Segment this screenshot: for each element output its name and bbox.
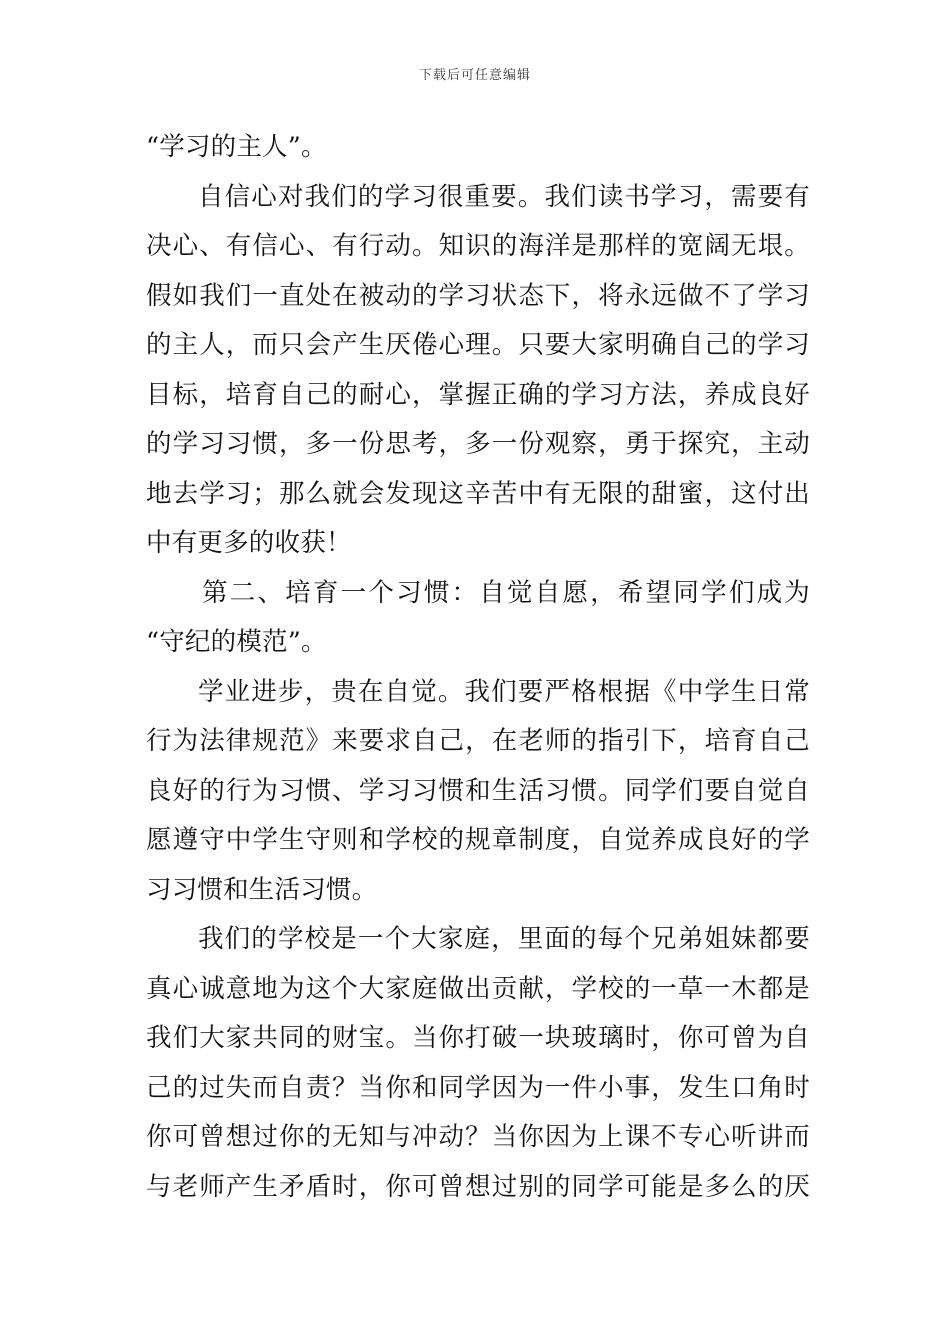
text-line: 愿遵守中学生守则和学校的规章制度，自觉养成良好的学	[146, 825, 810, 855]
text-line: 我们大家共同的财宝。当你打破一块玻璃时，你可曾为自	[146, 1023, 810, 1053]
text-line: 目标，培育自己的耐心，掌握正确的学习方法，养成良好	[146, 379, 810, 410]
section-heading-line: “守纪的模范”。	[146, 627, 327, 657]
text-line: 地去学习；那么就会发现这辛苦中有无限的甜蜜，这付出	[146, 478, 810, 509]
paragraph-first-line: 学业进步，贵在自觉。我们要严格根据《中学生日常	[198, 676, 810, 707]
text-line: 你可曾想过你的无知与冲动？当你因为上课不专心听讲而	[146, 1122, 810, 1152]
text-line: 中有更多的收获！	[146, 528, 352, 558]
text-line: 的学习习惯，多一份思考，多一份观察，勇于探究，主动	[146, 429, 810, 459]
paragraph-first-line: 我们的学校是一个大家庭，里面的每个兄弟姐妹都要	[198, 924, 810, 954]
section-heading-line: 第二、培育一个习惯：自觉自愿，希望同学们成为	[202, 577, 810, 608]
document-body	[146, 123, 810, 1212]
text-line: 行为法律规范》来要求自己，在老师的指引下，培育自己	[146, 726, 810, 756]
text-line: 己的过失而自责？当你和同学因为一件小事，发生口角时	[146, 1072, 810, 1103]
text-line: “学习的主人”。	[146, 132, 327, 162]
text-line: 假如我们一直处在被动的学习状态下，将永远做不了学习	[146, 280, 810, 311]
text-line: 习习惯和生活习惯。	[146, 874, 378, 905]
text-line: 真心诚意地为这个大家庭做出贡献，学校的一草一木都是	[146, 973, 810, 1004]
page-header-note: 下载后可任意编辑	[418, 68, 531, 83]
text-line: 良好的行为习惯、学习习惯和生活习惯。同学们要自觉自	[146, 775, 810, 806]
text-line: 的主人，而只会产生厌倦心理。只要大家明确自己的学习	[146, 330, 810, 360]
text-line: 与老师产生矛盾时，你可曾想过别的同学可能是多么的厌	[146, 1171, 810, 1202]
text-line: 决心、有信心、有行动。知识的海洋是那样的宽阔无垠。	[146, 231, 810, 261]
paragraph-first-line: 自信心对我们的学习很重要。我们读书学习，需要有	[198, 181, 810, 212]
